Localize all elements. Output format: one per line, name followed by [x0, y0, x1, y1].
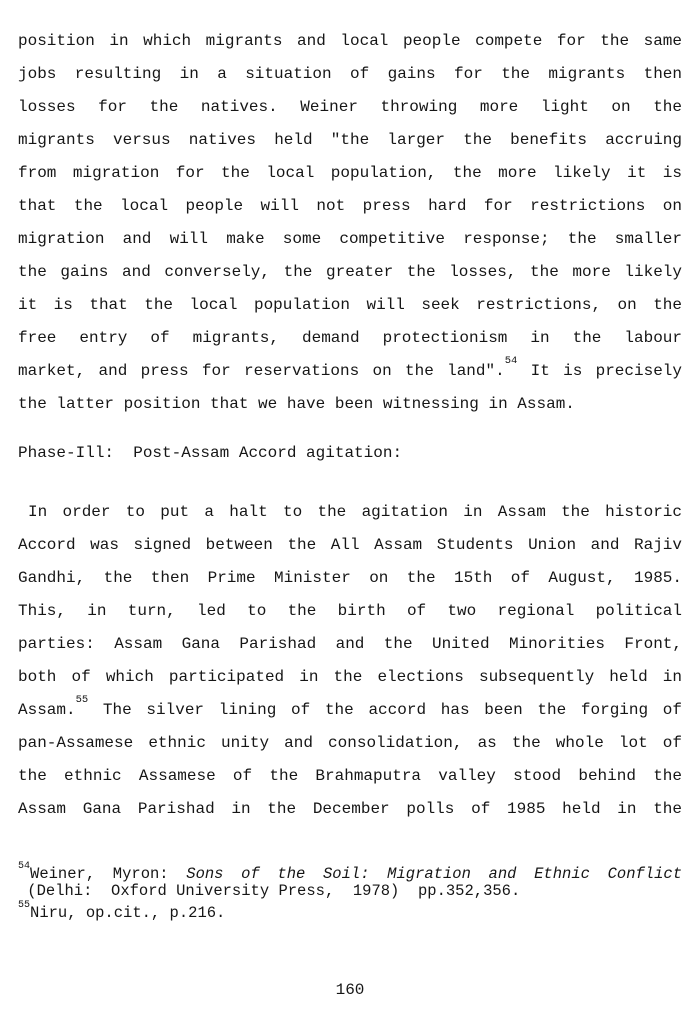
footnote-marker-54: 54: [18, 860, 31, 872]
body-line: In order to put a halt to the agitation in Assam the historic: [28, 503, 682, 521]
body-line: pan-Assamese ethnic unity and consolidation, as the whole lot of: [18, 734, 682, 752]
body-line: free entry of migrants, demand protectionism in the labour: [18, 329, 682, 347]
page-number: 160: [335, 981, 365, 999]
footnote-line: [18, 860, 683, 883]
footnote-line: (Delhi: Oxford University Press, 1978) pp.352,356.: [18, 882, 521, 900]
body-line: the latter position that we have been witnessing in Assam.: [18, 395, 575, 413]
line-text: Assam.: [18, 701, 76, 719]
section-heading: Phase-Ill: Post-Assam Accord agitation:: [18, 444, 403, 462]
footnote-marker-55: 55: [18, 899, 31, 911]
body-line: position in which migrants and local people compete for the same: [18, 32, 682, 50]
body-line: migrants versus natives held "the larger the benefits accruing: [18, 131, 682, 149]
line-text: It is precisely: [517, 362, 683, 380]
body-line: parties: Assam Gana Parishad and the United Minorities Front,: [18, 635, 682, 653]
body-line: This, in turn, led to the birth of two regional political: [18, 602, 682, 620]
body-line: Gandhi, the then Prime Minister on the 15th of August, 1985.: [18, 569, 682, 587]
line-text: market, and press for reservations on the land".: [18, 362, 505, 380]
body-line: both of which participated in the elections subsequently held in: [18, 668, 682, 686]
body-line: Assam Gana Parishad in the December polls of 1985 held in the: [18, 800, 682, 818]
body-line: the ethnic Assamese of the Brahmaputra valley stood behind the: [18, 767, 682, 785]
body-line: [18, 355, 682, 388]
book-title: Sons of the Soil: Migration and Ethnic Conflict: [186, 865, 683, 883]
footnote-text: Niru, op.cit., p.216.: [30, 904, 226, 922]
body-line: [18, 694, 682, 727]
footnote-54: [18, 860, 683, 900]
body-line: losses for the natives. Weiner throwing more light on the: [18, 98, 682, 116]
line-text: The silver lining of the accord has been the forging of: [88, 701, 682, 719]
footnote-ref-54: 54: [504, 354, 518, 367]
body-line: the gains and conversely, the greater the losses, the more likely: [18, 263, 682, 281]
body-line: migration and will make some competitive response; the smaller: [18, 230, 682, 248]
body-line: from migration for the local population, the more likely it is: [18, 164, 682, 182]
body-line: jobs resulting in a situation of gains for the migrants then: [18, 65, 682, 83]
body-line: Accord was signed between the All Assam Students Union and Rajiv: [18, 536, 682, 554]
footnote-55: [18, 899, 682, 922]
footnote-line: [18, 899, 682, 922]
footnote-ref-55: 55: [75, 693, 89, 706]
footnote-author: Weiner, Myron:: [30, 865, 187, 883]
body-line: it is that the local population will seek restrictions, on the: [18, 296, 682, 314]
body-line: that the local people will not press hard for restrictions on: [18, 197, 682, 215]
footnotes-section: [18, 860, 683, 922]
paragraph-2: [18, 496, 682, 826]
paragraph-1: [18, 25, 682, 421]
